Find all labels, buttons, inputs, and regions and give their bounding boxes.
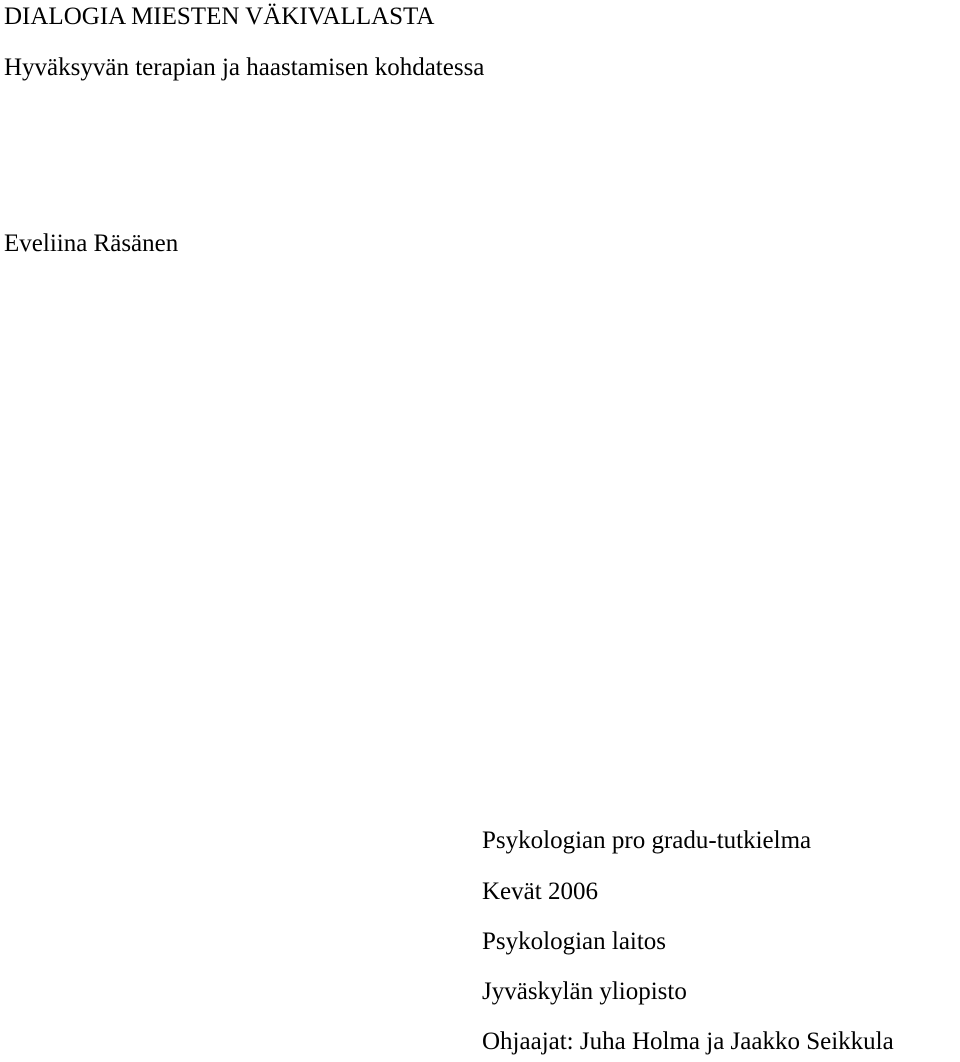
thesis-supervisors: Ohjaajat: Juha Holma ja Jaakko Seikkula bbox=[482, 1028, 894, 1055]
document-subtitle: Hyväksyvän terapian ja haastamisen kohdatessa bbox=[4, 54, 485, 81]
author-name: Eveliina Räsänen bbox=[4, 230, 179, 257]
thesis-date: Kevät 2006 bbox=[482, 878, 598, 905]
thesis-department: Psykologian laitos bbox=[482, 928, 667, 955]
thesis-university: Jyväskylän yliopisto bbox=[482, 978, 687, 1005]
thesis-type: Psykologian pro gradu-tutkielma bbox=[482, 827, 812, 854]
document-title: DIALOGIA MIESTEN VÄKIVALLASTA bbox=[4, 3, 435, 30]
